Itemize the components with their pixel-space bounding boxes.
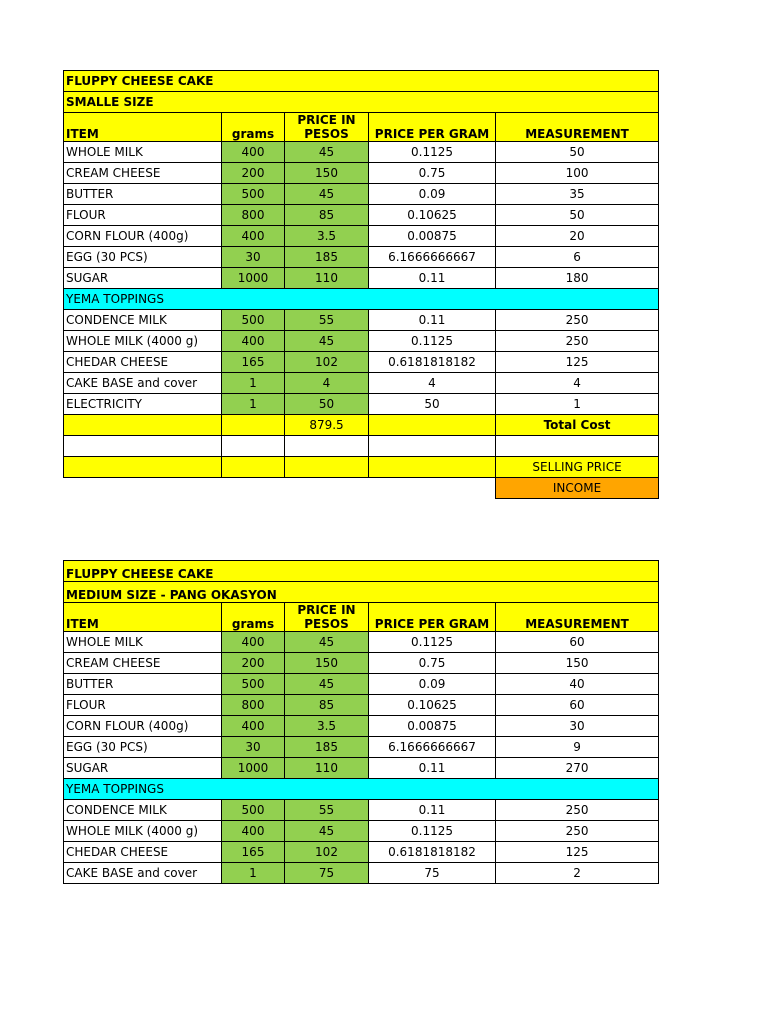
table-row — [64, 758, 659, 779]
cell-price-per-gram[interactable]: 0.11 — [369, 310, 496, 331]
cell-grams[interactable]: 1 — [222, 394, 285, 415]
table-subtitle[interactable]: MEDIUM SIZE - PANG OKASYON — [64, 582, 285, 603]
cell-price-per-gram[interactable]: 0.1125 — [369, 331, 496, 352]
cell-measurement[interactable]: 250 — [496, 331, 659, 352]
cell-measurement[interactable]: 9 — [496, 737, 659, 758]
table-row — [64, 394, 659, 415]
cell-item[interactable]: SUGAR — [64, 758, 222, 779]
cell-item[interactable]: WHOLE MILK (4000 g) — [64, 821, 222, 842]
cell-empty[interactable] — [369, 436, 496, 457]
cell-item[interactable]: BUTTER — [64, 184, 222, 205]
cell-price-per-gram[interactable]: 0.6181818182 — [369, 352, 496, 373]
cell-empty — [64, 478, 222, 499]
subtitle-filler — [285, 582, 659, 603]
table-row — [64, 247, 659, 268]
cell-grams[interactable]: 200 — [222, 653, 285, 674]
cell-empty[interactable] — [64, 436, 222, 457]
cell-grams[interactable]: 400 — [222, 632, 285, 653]
cell-measurement[interactable]: 270 — [496, 758, 659, 779]
table-title[interactable]: FLUPPY CHEESE CAKE — [64, 561, 659, 582]
cell-grams[interactable]: 30 — [222, 737, 285, 758]
income-row — [64, 478, 659, 499]
cell-grams[interactable]: 400 — [222, 142, 285, 163]
table-row — [64, 737, 659, 758]
cell-price-in-pesos[interactable]: 4 — [285, 373, 369, 394]
cell-price-in-pesos[interactable]: 185 — [285, 247, 369, 268]
cell-price-in-pesos[interactable]: 110 — [285, 268, 369, 289]
cell-grams[interactable]: 500 — [222, 674, 285, 695]
cell-price-in-pesos[interactable]: 102 — [285, 352, 369, 373]
table-row — [64, 163, 659, 184]
cell-price-per-gram[interactable]: 75 — [369, 863, 496, 884]
cell-price-in-pesos[interactable]: 185 — [285, 737, 369, 758]
table-row — [64, 268, 659, 289]
cell-measurement[interactable]: 250 — [496, 800, 659, 821]
cell-empty[interactable] — [64, 457, 222, 478]
cell-total-cost-label[interactable]: Total Cost — [496, 415, 659, 436]
cell-price-in-pesos[interactable]: 45 — [285, 184, 369, 205]
cell-price-in-pesos[interactable]: 102 — [285, 842, 369, 863]
cell-empty[interactable] — [285, 436, 369, 457]
cell-price-in-pesos[interactable]: 85 — [285, 205, 369, 226]
cell-grams[interactable]: 1 — [222, 863, 285, 884]
cell-empty — [285, 478, 369, 499]
medium-size-cost-table — [63, 560, 659, 884]
cell-price-in-pesos[interactable]: 45 — [285, 142, 369, 163]
header-grams[interactable]: grams — [222, 113, 285, 142]
cell-price-per-gram[interactable]: 0.10625 — [369, 205, 496, 226]
table-subtitle[interactable]: SMALLE SIZE — [64, 92, 659, 113]
cell-empty[interactable] — [285, 457, 369, 478]
cell-grams[interactable]: 1000 — [222, 268, 285, 289]
table-row — [64, 863, 659, 884]
cell-measurement[interactable]: 125 — [496, 352, 659, 373]
cell-item[interactable]: WHOLE MILK (4000 g) — [64, 331, 222, 352]
cell-measurement[interactable]: 250 — [496, 821, 659, 842]
cell-price-per-gram[interactable]: 4 — [369, 373, 496, 394]
cell-price-in-pesos[interactable]: 3.5 — [285, 226, 369, 247]
cell-measurement[interactable]: 30 — [496, 716, 659, 737]
cell-price-per-gram[interactable]: 0.1125 — [369, 632, 496, 653]
section-label-yema-toppings[interactable]: YEMA TOPPINGS — [64, 779, 659, 800]
section-row — [64, 289, 659, 310]
cell-item[interactable]: WHOLE MILK — [64, 142, 222, 163]
cell-empty — [222, 478, 285, 499]
cell-item[interactable]: CREAM CHEESE — [64, 653, 222, 674]
table-row — [64, 674, 659, 695]
cell-grams[interactable]: 400 — [222, 821, 285, 842]
cell-price-per-gram[interactable]: 0.11 — [369, 758, 496, 779]
cell-item[interactable]: CAKE BASE and cover — [64, 863, 222, 884]
cell-empty[interactable] — [222, 415, 285, 436]
cell-price-per-gram[interactable]: 0.1125 — [369, 142, 496, 163]
cell-grams[interactable]: 400 — [222, 331, 285, 352]
header-measurement[interactable]: MEASUREMENT — [496, 603, 659, 632]
cell-price-per-gram[interactable]: 0.6181818182 — [369, 842, 496, 863]
table-row — [64, 352, 659, 373]
cell-item[interactable]: CAKE BASE and cover — [64, 373, 222, 394]
cell-measurement[interactable]: 60 — [496, 632, 659, 653]
cell-price-per-gram[interactable]: 0.09 — [369, 184, 496, 205]
table-row — [64, 310, 659, 331]
ingredient-rows — [64, 142, 659, 499]
cell-item[interactable]: FLOUR — [64, 205, 222, 226]
header-measurement[interactable]: MEASUREMENT — [496, 113, 659, 142]
cell-item[interactable]: EGG (30 PCS) — [64, 737, 222, 758]
header-price-in-pesos[interactable]: PRICE IN PESOS — [285, 113, 369, 142]
cell-price-per-gram[interactable]: 0.00875 — [369, 226, 496, 247]
cell-measurement[interactable]: 20 — [496, 226, 659, 247]
cell-item[interactable]: WHOLE MILK — [64, 632, 222, 653]
cell-grams[interactable]: 800 — [222, 695, 285, 716]
cell-price-in-pesos[interactable]: 110 — [285, 758, 369, 779]
small-size-cost-table — [63, 70, 659, 499]
subtitle-row — [64, 582, 659, 603]
header-price-per-gram[interactable]: PRICE PER GRAM — [369, 603, 496, 632]
cell-price-in-pesos[interactable]: 45 — [285, 331, 369, 352]
table-row — [64, 142, 659, 163]
header-price-in-pesos[interactable]: PRICE IN PESOS — [285, 603, 369, 632]
cell-grams[interactable]: 500 — [222, 184, 285, 205]
cell-price-in-pesos[interactable]: 75 — [285, 863, 369, 884]
table-row — [64, 632, 659, 653]
cell-measurement[interactable]: 180 — [496, 268, 659, 289]
cell-price-in-pesos[interactable]: 45 — [285, 821, 369, 842]
table-row — [64, 205, 659, 226]
cell-price-per-gram[interactable]: 50 — [369, 394, 496, 415]
cell-price-in-pesos[interactable]: 55 — [285, 310, 369, 331]
cell-price-per-gram[interactable]: 0.75 — [369, 163, 496, 184]
cell-income-label[interactable]: INCOME — [496, 478, 659, 499]
cell-item[interactable]: EGG (30 PCS) — [64, 247, 222, 268]
header-price-per-gram[interactable]: PRICE PER GRAM — [369, 113, 496, 142]
cell-measurement[interactable]: 60 — [496, 695, 659, 716]
cell-grams[interactable]: 400 — [222, 716, 285, 737]
cell-empty[interactable] — [369, 457, 496, 478]
cell-item[interactable]: ELECTRICITY — [64, 394, 222, 415]
cell-empty[interactable] — [222, 457, 285, 478]
cell-empty[interactable] — [222, 436, 285, 457]
cell-grams[interactable]: 30 — [222, 247, 285, 268]
table-title[interactable]: FLUPPY CHEESE CAKE — [64, 71, 659, 92]
section-row — [64, 779, 659, 800]
header-row — [64, 113, 659, 142]
cell-measurement[interactable]: 2 — [496, 863, 659, 884]
cell-empty — [369, 478, 496, 499]
cell-price-per-gram[interactable]: 0.10625 — [369, 695, 496, 716]
cell-item[interactable]: CONDENCE MILK — [64, 310, 222, 331]
cell-item[interactable]: CREAM CHEESE — [64, 163, 222, 184]
cell-price-in-pesos[interactable]: 150 — [285, 163, 369, 184]
cell-grams[interactable]: 165 — [222, 842, 285, 863]
cell-price-in-pesos[interactable]: 50 — [285, 394, 369, 415]
cell-empty[interactable] — [496, 436, 659, 457]
cell-empty[interactable] — [64, 415, 222, 436]
cell-item[interactable]: FLOUR — [64, 695, 222, 716]
cell-price-per-gram[interactable]: 6.1666666667 — [369, 737, 496, 758]
cell-item[interactable]: CHEDAR CHEESE — [64, 352, 222, 373]
cell-measurement[interactable]: 40 — [496, 674, 659, 695]
table-row — [64, 184, 659, 205]
cell-measurement[interactable]: 1 — [496, 394, 659, 415]
cell-item[interactable]: CORN FLOUR (400g) — [64, 716, 222, 737]
cell-item[interactable]: BUTTER — [64, 674, 222, 695]
header-grams[interactable]: grams — [222, 603, 285, 632]
cell-grams[interactable]: 200 — [222, 163, 285, 184]
header-item[interactable]: ITEM — [64, 603, 222, 632]
table-row — [64, 716, 659, 737]
header-row — [64, 603, 659, 632]
cell-grams[interactable]: 400 — [222, 226, 285, 247]
blank-row — [64, 436, 659, 457]
cell-grams[interactable]: 1 — [222, 373, 285, 394]
cell-item[interactable]: SUGAR — [64, 268, 222, 289]
header-item[interactable]: ITEM — [64, 113, 222, 142]
cell-item[interactable]: CONDENCE MILK — [64, 800, 222, 821]
cell-measurement[interactable]: 4 — [496, 373, 659, 394]
cell-price-in-pesos[interactable]: 3.5 — [285, 716, 369, 737]
cell-price-in-pesos[interactable]: 45 — [285, 674, 369, 695]
title-row — [64, 71, 659, 92]
title-row — [64, 561, 659, 582]
cell-price-per-gram[interactable]: 0.09 — [369, 674, 496, 695]
table-row — [64, 226, 659, 247]
table-row — [64, 821, 659, 842]
cell-price-in-pesos[interactable]: 85 — [285, 695, 369, 716]
cell-measurement[interactable]: 100 — [496, 163, 659, 184]
table-row — [64, 800, 659, 821]
cell-price-in-pesos[interactable]: 45 — [285, 632, 369, 653]
table-row — [64, 373, 659, 394]
cell-item[interactable]: CHEDAR CHEESE — [64, 842, 222, 863]
cell-selling-price-label[interactable]: SELLING PRICE — [496, 457, 659, 478]
table-row — [64, 331, 659, 352]
section-label-yema-toppings[interactable]: YEMA TOPPINGS — [64, 289, 659, 310]
cell-price-per-gram[interactable]: 0.11 — [369, 800, 496, 821]
cell-grams[interactable]: 500 — [222, 310, 285, 331]
cell-grams[interactable]: 1000 — [222, 758, 285, 779]
cell-measurement[interactable]: 50 — [496, 142, 659, 163]
total-row — [64, 415, 659, 436]
table-row — [64, 842, 659, 863]
cell-grams[interactable]: 800 — [222, 205, 285, 226]
cell-price-per-gram[interactable]: 0.11 — [369, 268, 496, 289]
cell-total-value[interactable]: 879.5 — [285, 415, 369, 436]
cell-price-per-gram[interactable]: 0.00875 — [369, 716, 496, 737]
cell-price-per-gram[interactable]: 6.1666666667 — [369, 247, 496, 268]
cell-item[interactable]: CORN FLOUR (400g) — [64, 226, 222, 247]
cell-price-in-pesos[interactable]: 150 — [285, 653, 369, 674]
cell-measurement[interactable]: 150 — [496, 653, 659, 674]
cell-grams[interactable]: 165 — [222, 352, 285, 373]
cell-measurement[interactable]: 250 — [496, 310, 659, 331]
cell-price-per-gram[interactable]: 0.1125 — [369, 821, 496, 842]
cell-measurement[interactable]: 6 — [496, 247, 659, 268]
cell-grams[interactable]: 500 — [222, 800, 285, 821]
cell-measurement[interactable]: 50 — [496, 205, 659, 226]
ingredient-rows — [64, 632, 659, 884]
cell-empty[interactable] — [369, 415, 496, 436]
selling-price-row — [64, 457, 659, 478]
cell-measurement[interactable]: 125 — [496, 842, 659, 863]
table-row — [64, 653, 659, 674]
cell-price-in-pesos[interactable]: 55 — [285, 800, 369, 821]
subtitle-row — [64, 92, 659, 113]
table-row — [64, 695, 659, 716]
cell-price-per-gram[interactable]: 0.75 — [369, 653, 496, 674]
cell-measurement[interactable]: 35 — [496, 184, 659, 205]
